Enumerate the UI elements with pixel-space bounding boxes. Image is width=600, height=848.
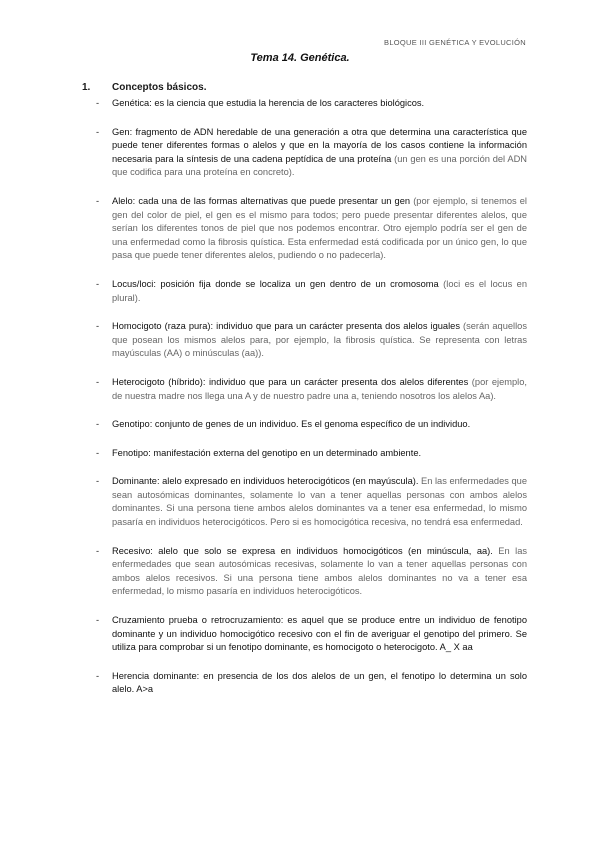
section-heading — [82, 82, 206, 93]
list-item — [112, 670, 527, 697]
list-item — [112, 475, 527, 529]
item-extra-text: (serán aquellos que posean los mismos alelos para, por ejemplo, la fibrosis quística. Se representa con letras mayúsculas (AA) o minúsculas (aa)). — [112, 321, 527, 359]
list-item — [112, 320, 527, 361]
item-main-text: Homocigoto (raza pura): individuo que para un carácter presenta dos alelos iguales — [112, 321, 460, 332]
list-item — [112, 447, 527, 461]
item-extra-text: (por ejemplo, si tenemos el gen del color de piel, el gen es el mismo para todos; pero puede presentar diferentes alelos, que serían los diferentes tonos de piel que nos podemos encontrar. Otro ejemplo podría ser el gen de una enfermedad como la fibrosis quística. Esta enfermedad está codificada por un único gen, lo que pasa que puede tener diferentes alelos, pudiendo o no padecerla). — [112, 195, 528, 261]
item-main-text: Cruzamiento prueba o retrocruzamiento: es aquel que se produce entre un individuo de fenotipo dominante y un individuo homocigótico recesivo con el fin de averiguar el genotipo del primero. Se utiliza para comprobar si un fenotipo dominante, es homocigoto o heterocigoto. A_ X aa — [112, 615, 527, 653]
list-item — [112, 195, 527, 263]
list-item — [112, 278, 527, 305]
item-main-text: Genotipo: conjunto de genes de un individuo. Es el genoma específico de un individuo. — [112, 419, 471, 430]
list-item — [112, 545, 527, 599]
list-item — [112, 126, 527, 180]
item-main-text: Fenotipo: manifestación externa del genotipo en un determinado ambiente. — [112, 447, 422, 458]
list-item — [112, 376, 527, 403]
item-extra-text: En las enfermedades que sean autosómicas recesivas, solamente lo van a tener aquellas personas con ambos alelos recesivos. Si una persona tiene ambos alelos dominantes no va a tener esa enfermedad, lo mismo pasaría en individuos heterocigóticos. — [112, 545, 528, 597]
section-number: 1. — [82, 82, 91, 93]
item-extra-text: (loci es el locus en plural). — [112, 278, 528, 303]
list-item — [112, 614, 527, 655]
item-main-text: Heterocigoto (híbrido): individuo que para un carácter presenta dos alelos diferentes — [112, 376, 469, 387]
item-extra-text: En las enfermedades que sean autosómicas dominantes, solamente lo van a tener aquellas personas con ambos alelos dominantes. Si una persona tiene ambos alelos dominantes va a tener esa enfermedad, lo mismo pasaría en individuos heterocigóticos. Pero si es homocigótica recesiva, no tendrá esa enfermedad. — [112, 476, 527, 528]
page-header: BLOQUE III GENÉTICA Y EVOLUCIÓN — [384, 38, 526, 47]
item-main-text: Alelo: cada una de las formas alternativas que puede presentar un gen — [112, 195, 411, 206]
concept-list — [112, 97, 527, 697]
item-main-text: Recesivo: alelo que solo se expresa en individuos homocigóticos (en minúscula, aa). — [112, 545, 493, 556]
item-extra-text: (por ejemplo, de nuestra madre nos llega una A y de nuestro padre una a, teniendo nosotros los alelos Aa). — [112, 376, 528, 401]
item-main-text: Herencia dominante: en presencia de los dos alelos de un gen, el fenotipo lo determina un solo alelo. A>a — [112, 670, 527, 695]
item-extra-text: (un gen es una porción del ADN que codifica para una proteína en concreto). — [112, 153, 527, 178]
item-main-text: Gen: fragmento de ADN heredable de una generación a otra que determina una característica que puede tener diferentes formas o alelos y que en la mayoría de los casos contiene la información necesaria para la síntesis de una cadena peptídica de una proteína — [112, 126, 527, 164]
list-item — [112, 418, 527, 432]
list-item — [112, 97, 527, 111]
item-main-text: Dominante: alelo expresado en individuos heterocigóticos (en mayúscula). — [112, 476, 419, 487]
section-title: Conceptos básicos. — [112, 82, 207, 93]
item-main-text: Locus/loci: posición fija donde se localiza un gen dentro de un cromosoma — [112, 278, 439, 289]
page-title: Tema 14. Genética. — [250, 52, 350, 64]
item-main-text: Genética: es la ciencia que estudia la herencia de los caracteres biológicos. — [112, 98, 425, 108]
